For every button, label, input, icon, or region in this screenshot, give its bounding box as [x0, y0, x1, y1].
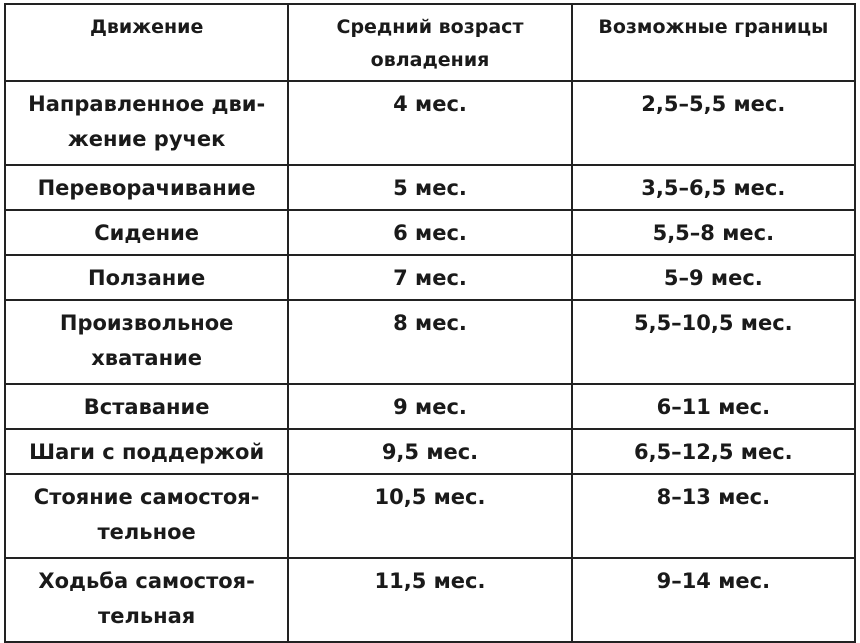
cell-movement: Сидение [5, 210, 288, 255]
cell-possible-range: 5,5–10,5 мес. [572, 300, 855, 384]
cell-possible-range: 6–11 мес. [572, 384, 855, 429]
cell-movement: Переворачивание [5, 165, 288, 210]
table-row [5, 429, 855, 474]
table-row [5, 255, 855, 300]
cell-movement: Направленное дви- жение ручек [5, 81, 288, 165]
cell-possible-range: 6,5–12,5 мес. [572, 429, 855, 474]
cell-average-age: 10,5 мес. [288, 474, 571, 558]
cell-average-age: 6 мес. [288, 210, 571, 255]
cell-average-age: 11,5 мес. [288, 558, 571, 642]
header-possible-range: Возможные границы [572, 4, 855, 81]
header-average-age: Средний возраст овладения [288, 4, 571, 81]
table-row [5, 210, 855, 255]
table-row [5, 384, 855, 429]
cell-average-age: 4 мес. [288, 81, 571, 165]
motor-milestones-table [4, 3, 856, 643]
cell-movement: Ползание [5, 255, 288, 300]
cell-movement: Шаги с поддержой [5, 429, 288, 474]
cell-average-age: 8 мес. [288, 300, 571, 384]
table-row [5, 474, 855, 558]
table-row [5, 300, 855, 384]
cell-possible-range: 3,5–6,5 мес. [572, 165, 855, 210]
cell-possible-range: 9–14 мес. [572, 558, 855, 642]
cell-average-age: 9 мес. [288, 384, 571, 429]
cell-possible-range: 5,5–8 мес. [572, 210, 855, 255]
table-row [5, 165, 855, 210]
cell-movement: Ходьба самостоя- тельная [5, 558, 288, 642]
cell-movement: Произвольное хватание [5, 300, 288, 384]
table-header-row [5, 4, 855, 81]
cell-average-age: 7 мес. [288, 255, 571, 300]
cell-possible-range: 2,5–5,5 мес. [572, 81, 855, 165]
cell-average-age: 9,5 мес. [288, 429, 571, 474]
cell-average-age: 5 мес. [288, 165, 571, 210]
cell-movement: Стояние самостоя- тельное [5, 474, 288, 558]
cell-possible-range: 5–9 мес. [572, 255, 855, 300]
table-row [5, 558, 855, 642]
table-row [5, 81, 855, 165]
cell-possible-range: 8–13 мес. [572, 474, 855, 558]
cell-movement: Вставание [5, 384, 288, 429]
header-movement: Движение [5, 4, 288, 81]
